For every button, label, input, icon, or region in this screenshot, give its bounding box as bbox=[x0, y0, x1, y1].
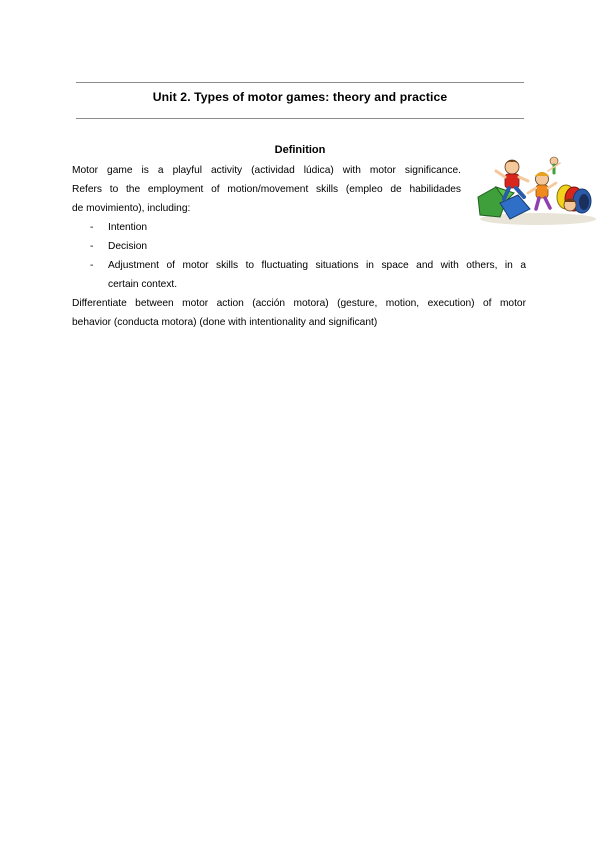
children-playing-illustration bbox=[470, 153, 598, 229]
intro-line-3: de movimiento), including: bbox=[72, 203, 191, 214]
bullet-dash: - bbox=[90, 241, 94, 252]
top-rule bbox=[76, 82, 524, 83]
bullet-decision: Decision bbox=[108, 241, 148, 252]
bullet-dash: - bbox=[90, 260, 94, 271]
page-title: Unit 2. Types of motor games: theory and practice bbox=[152, 90, 448, 104]
section-heading: Definition bbox=[274, 144, 326, 156]
bullet-adjustment-line-2: certain context. bbox=[108, 279, 178, 290]
bullet-adjustment-line-1: Adjustment of motor skills to fluctuating situations in space and with others, in a bbox=[108, 260, 526, 271]
closing-line-1: Differentiate between motor action (acción motora) (gesture, motion, execution) of motor bbox=[72, 298, 526, 309]
bullet-intention: Intention bbox=[108, 222, 148, 233]
bullet-dash: - bbox=[90, 222, 94, 233]
bottom-rule bbox=[76, 118, 524, 119]
intro-line-1: Motor game is a playful activity (actividad lúdica) with motor significance. bbox=[72, 165, 461, 176]
closing-line-2: behavior (conducta motora) (done with intentionality and significant) bbox=[72, 317, 378, 328]
intro-line-2: Refers to the employment of motion/movement skills (empleo de habilidades bbox=[72, 184, 461, 195]
